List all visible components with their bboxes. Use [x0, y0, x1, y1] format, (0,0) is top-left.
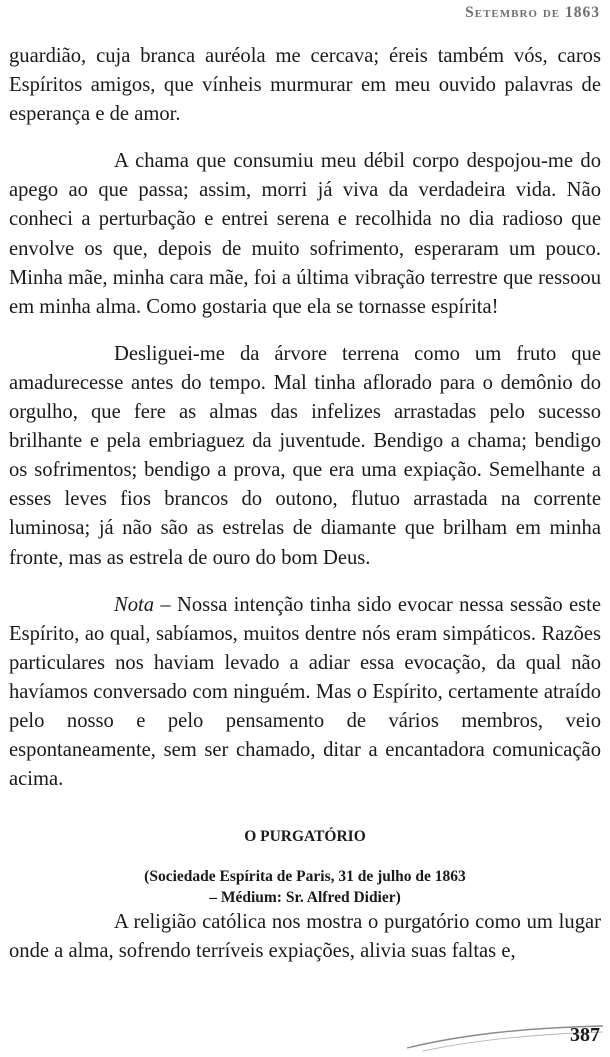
page-body [9, 42, 601, 966]
subtitle-line-1: (Sociedade Espírita de Paris, 31 de julho de 1863 [144, 868, 466, 886]
note-label: Nota [114, 593, 155, 616]
page-number: 387 [570, 1024, 600, 1046]
paragraph-tree: Desliguei-me da árvore terrena como um fruto que amadurecesse antes do tempo. Mal tinha aflorado para o demônio do orgulho, que fere as almas das infelizes arrastadas pelo sucesso brilhante e pela embriaguez da juventude. Bendigo a chama; bendigo os sofrimentos; bendigo a prova, que era uma expiação. Semelhante a esses leves fios brancos do outono, flutuo arrastada na corrente luminosa; já não são as estrelas de diamante que brilham em minha fronte, mas as estrela de ouro do bom Deus. [9, 342, 601, 569]
section-subtitle [9, 866, 601, 908]
paragraph-note [9, 591, 601, 795]
paragraph-purgatory: A religião católica nos mostra o purgatório como um lugar onde a alma, sofrendo terríveis expiações, alivia suas faltas e, [9, 911, 601, 963]
note-text: – Nossa intenção tinha sido evocar nessa sessão este Espírito, ao qual, sabíamos, muitos dentre nós eram simpáticos. Razões particulares nos haviam levado a adiar essa evocação, da qual não havíamos conversado com ninguém. Mas o Espírito, certamente atraído pelo nosso e pelo pensamento de vários membros, veio espontaneamente, sem ser chamado, ditar a encantadora comunicação acima. [9, 593, 601, 791]
paragraph-flame: A chama que consumiu meu débil corpo despojou-me do apego ao que passa; assim, morri já viva da verdadeira vida. Não conheci a perturbação e entrei serena e recolhida no dia radioso que envolve os que, depois de muito sofrimento, esperaram um pouco. Minha mãe, minha cara mãe, foi a última vibração terrestre que ressoou em minha alma. Como gostaria que ela se tornasse espírita! [9, 150, 601, 318]
subtitle-line-2: – Médium: Sr. Alfred Didier) [209, 889, 401, 907]
section-title: O PURGATÓRIO [244, 828, 366, 846]
running-header: Setembro de 1863 [465, 4, 600, 21]
paragraph-continuation: guardião, cuja branca auréola me cercava; éreis também vós, caros Espíritos amigos, que vínheis murmurar em meu ouvido palavras de esperança e de amor. [9, 45, 601, 126]
